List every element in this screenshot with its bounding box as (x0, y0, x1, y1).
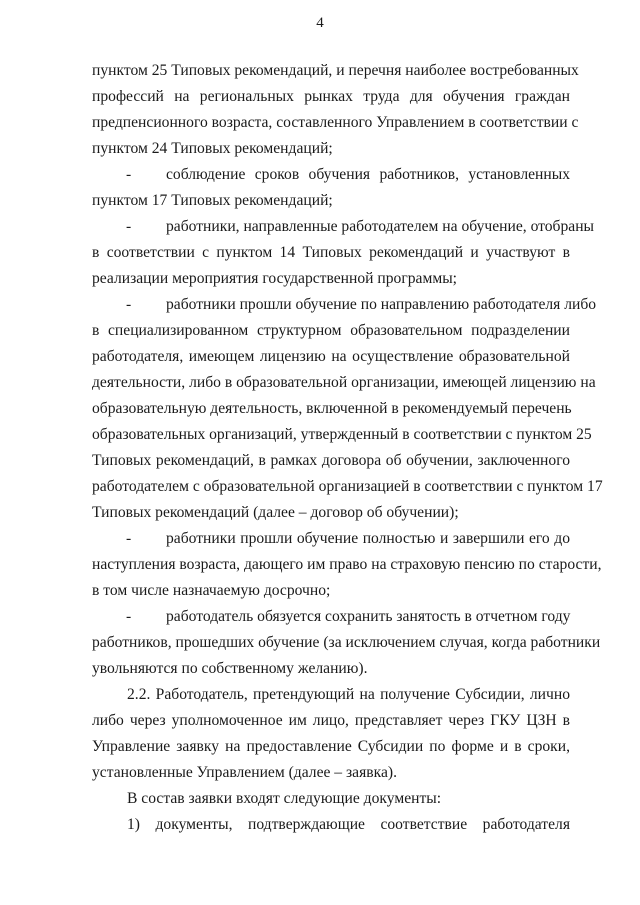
text-line: 2.2. Работодатель, претендующий на получение Субсидии, лично (127, 686, 570, 703)
text-line: деятельности, либо в образовательной организации, имеющей лицензию на (92, 374, 596, 391)
text-line: работодателем с образовательной организацией в соответствии с пунктом 17 (92, 478, 603, 495)
text-line: профессий на региональных рынках труда для обучения граждан (92, 88, 570, 105)
text-line: образовательных организаций, утвержденный в соответствии с пунктом 25 (92, 426, 592, 443)
text-line: пунктом 24 Типовых рекомендаций; (92, 140, 333, 157)
text-line: работники прошли обучение полностью и завершили его до (166, 530, 570, 547)
text-line: в специализированном структурном образовательном подразделении (92, 322, 570, 339)
text-line: пунктом 17 Типовых рекомендаций; (92, 192, 333, 209)
text-line: 1) документы, подтверждающие соответствие работодателя (127, 816, 570, 833)
text-line: В состав заявки входят следующие документы: (127, 790, 442, 807)
list-bullet-dash: - (126, 608, 132, 625)
text-line: в том числе назначаемую досрочно; (92, 582, 331, 599)
text-line: Управление заявку на предоставление Субсидии по форме и в сроки, (92, 738, 570, 755)
list-bullet-dash: - (126, 218, 132, 235)
text-line: работники, направленные работодателем на обучение, отобраны (166, 218, 595, 235)
text-line: предпенсионного возраста, составленного Управлением в соответствии с (92, 114, 579, 131)
list-bullet-dash: - (126, 166, 132, 183)
page-number: 4 (316, 15, 324, 31)
text-line: работодатель обязуется сохранить занятость в отчетном году (166, 608, 571, 625)
text-line: реализации мероприятия государственной программы; (92, 270, 458, 287)
text-line: увольняются по собственному желанию). (92, 660, 368, 677)
text-line: образовательную деятельность, включенной в рекомендуемый перечень (92, 400, 572, 417)
text-line: либо через уполномоченное им лицо, представляет через ГКУ ЦЗН в (92, 712, 570, 729)
text-line: установленные Управлением (далее – заявка). (92, 764, 397, 781)
text-line: в соответствии с пунктом 14 Типовых рекомендаций и участвуют в (92, 244, 570, 261)
text-line: пунктом 25 Типовых рекомендаций, и перечня наиболее востребованных (92, 62, 579, 79)
text-line: наступления возраста, дающего им право на страховую пенсию по старости, (92, 556, 602, 573)
text-line: работников, прошедших обучение (за исключением случая, когда работники (92, 634, 601, 651)
list-bullet-dash: - (126, 296, 132, 313)
text-line: работники прошли обучение по направлению работодателя либо (166, 296, 597, 313)
text-line: соблюдение сроков обучения работников, установленных (166, 166, 570, 183)
text-line: работодателя, имеющем лицензию на осуществление образовательной (92, 348, 570, 365)
list-bullet-dash: - (126, 530, 132, 547)
text-line: Типовых рекомендаций (далее – договор об обучении); (92, 504, 459, 521)
text-line: Типовых рекомендаций, в рамках договора об обучении, заключенного (92, 452, 570, 469)
